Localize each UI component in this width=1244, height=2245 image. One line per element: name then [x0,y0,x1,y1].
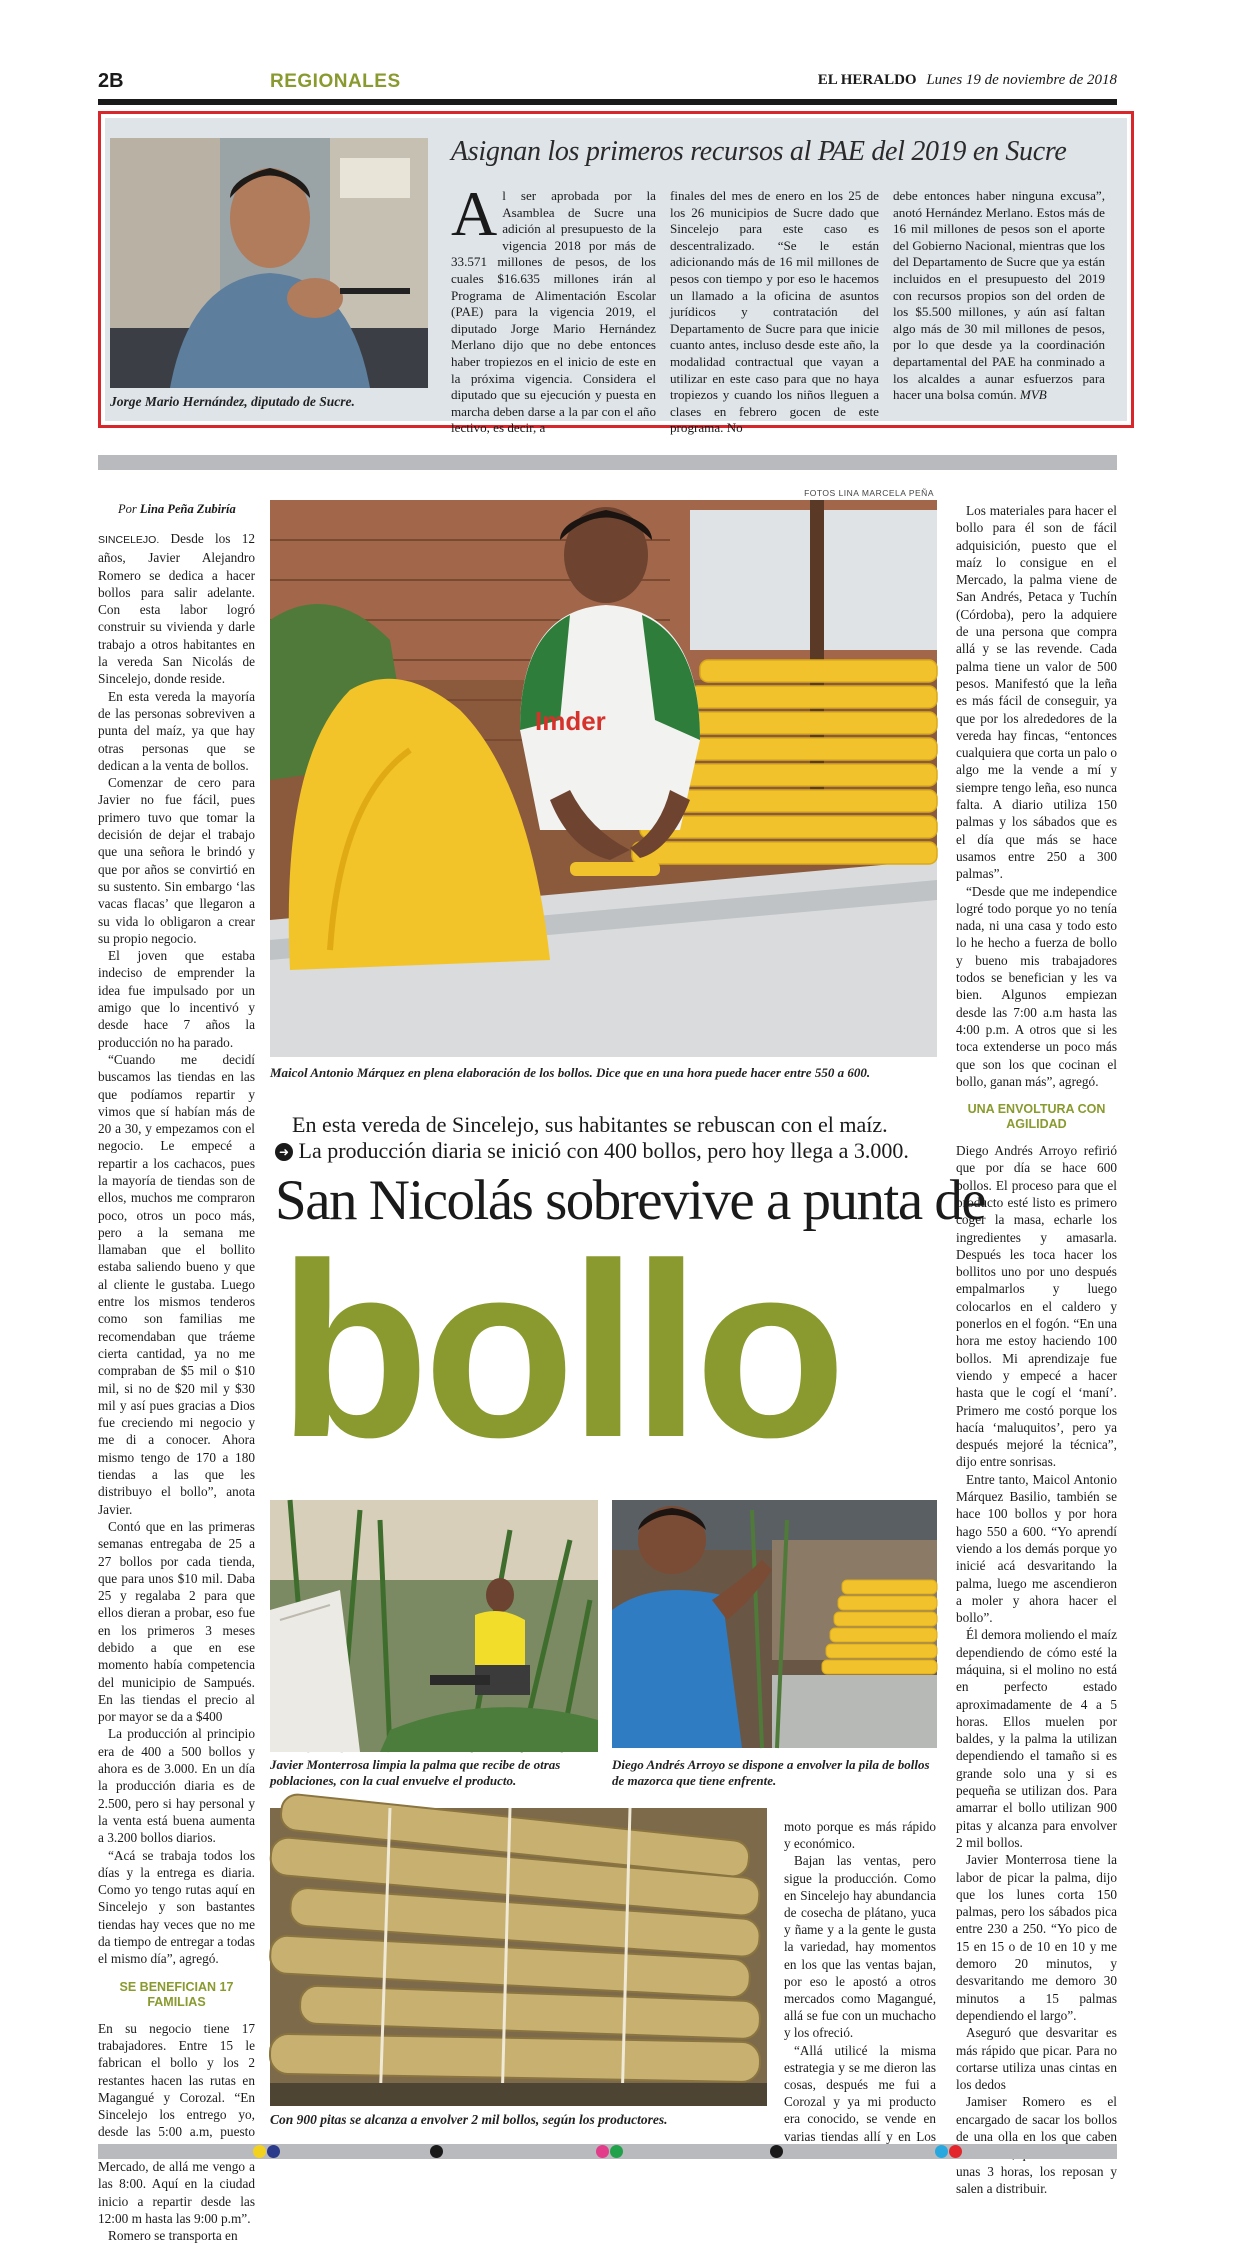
registration-dot [949,2145,962,2158]
byline-prefix: Por [118,502,137,516]
palm-photo [270,1500,598,1752]
paragraph: moto porque es más rápido y económico. [784,1819,936,1852]
diego-photo [612,1500,937,1748]
paragraph: En su negocio tiene 17 trabajadores. Entre 15 le fabrican el bollo y los 2 restantes hacen las rutas en Magangué y Corozal. “En Sincelejo los entrego yo, desde las 5:00 a.m, puesto Mercado, de allá me vengo a las 8:00. Aquí en la ciudad inicio a repartir desde las 12:00 m hasta las 9:00 p.m”. [98,2020,255,2226]
masthead [818,72,1117,89]
registration-dot [610,2145,623,2158]
deck-line-1: En esta vereda de Sincelejo, sus habitantes se rebuscan con el maíz. [292,1112,888,1137]
section-name: REGIONALES [270,71,401,92]
brief-photo-caption: Jorge Mario Hernández, diputado de Sucre. [110,394,355,409]
brief-text-3: debe entonces haber ninguna excusa”, anotó Hernández Merlano. Estos más de 16 mil millones de pesos son el aporte del Gobierno Nacional, mientras que los del Departamento de Sucre que ya están incluidos en el presupuesto del 2019 con recursos propios son del orden de los $5.500 millones, y aún así faltan algo más de 30 mil millones de pesos, por lo que desde ya la coordinación departamental del PAE ha conminado a los alcaldes a aunar esfuerzos para hacer una bolsa común. [893,188,1105,403]
paragraph: Bajan las ventas, pero sigue la producción. Como en Sincelejo hay abundancia de cosecha de plátano, yuca y ñame y a la gente le gusta la variedad, hay momentos en los que las ventas bajan, por eso le apostó a otros mercados como Magangué, allá se fue con un muchacho y los ofreció. [784,1853,936,2041]
bollos-photo-caption: Con 900 pitas se alcanza a envolver 2 mil bollos, según los productores. [270,2112,668,2127]
paragraph: Javier Monterrosa tiene la labor de picar la palma, dijo que los lunes corta 150 palmas, pero los sábados pica entre 230 a 250. “Yo pico de 15 en 15 o de 10 en 10 y me demoro 20 minutos, y desvaritando me demoro 30 minutos a 15 palmas dependiendo el largo”. [956,1852,1117,2023]
issue-date: Lunes 19 de noviembre de 2018 [926,72,1117,88]
paragraph [98,530,255,688]
article-column-left [98,530,255,2244]
paragraph: El joven que estaba indeciso de emprender la idea fue impulsado por un amigo que lo incentivó y desde hace 7 años la producción no ha parado. [98,948,255,1050]
deck-line-2 [275,1138,909,1164]
registration-dot [935,2145,948,2158]
registration-dot [430,2145,443,2158]
paragraph: Jamiser Romero es el encargado de sacar los bollos de una olla en los que caben unas 3 horas, los reposan y salen a distribuir. [956,2094,1117,2196]
arrow-bullet-icon: ➜ [275,1143,293,1161]
article-column-right [956,502,1117,2196]
diego-photo-caption: Diego Andrés Arroyo se dispone a envolver la pila de bollos de mazorca que tiene enfrente. [612,1757,930,1788]
apron-text: Imder [535,706,606,736]
paragraph: “Cuando me decidí buscamos las tiendas en las que podíamos repartir y vimos que sí habían más de 20 a 30, y empezamos con el negocio. Le empecé a repartir a los cachacos, pues la mayoría de tiendas son de ellos, muchos me compraron poco, otros un poco más, pero a la semana me llamaban que el bollito estaba saliendo bueno y que al cliente le gustaba. Luego entre los mismos tenderos como son familias me recomendaban que tráeme cierta cantidad, ya no me compraban de $5 mil o $10 mil, si no de $20 mil y $30 mil y así pues gracias a Dios fue creciendo mi negocio y me di a conocer. Ahora mismo tengo de 170 a 180 tiendas a las que les distribuyo el bollo”, anota Javier. [98,1051,255,1517]
main-photo-caption: Maicol Antonio Márquez en plena elaboración de los bollos. Dice que en una hora puede hacer entre 550 a 600. [270,1065,871,1080]
headline-big-word: bollo [278,1211,841,1489]
brief-photo [110,138,428,388]
paragraph: Entre tanto, Maicol Antonio Márquez Basilio, también se hace 100 bollos y por hora hago 550 a 600. “Yo aprendí viendo a los demás porque yo inicié acá desvaritando la palma, luego me ascendieron a moler y ahora hacer el bollo”. [956,1471,1117,1626]
brief-column-2 [670,188,879,437]
header-rule [98,99,1117,105]
dateline: SINCELEJO. [98,534,160,546]
brief-text-2: finales del mes de enero en los 25 de los 26 municipios de Sucre dado que Sincelejo para este caso es descentralizado. “Se le están adicionando más de 16 mil millones de pesos con tiempo y por eso le hacemos un llamado a la oficina de asuntos jurídicos y contratación del Departamento de Sucre para que inicie cuanto antes, incluso desde este año, la modalidad contractual que vayan a utilizar en este caso para que no haya tropiezos y cuando los niños lleguen a clases en febrero gocen de este programa. No [670,188,879,436]
main-photo [270,500,937,1057]
registration-dot [596,2145,609,2158]
paragraph: Romero se transporta en [108,2228,238,2244]
headline: San Nicolás sobrevive a punta de [275,1169,986,1232]
photo-credit: FOTOS LINA MARCELA PEÑA [804,488,934,498]
paragraph: Él demora moliendo el maíz dependiendo de cómo esté la máquina, si el molino no está en perfecto estado aproximadamente de 4 a 5 horas. Ellos muelen por baldes, y la palma la utilizan dependiendo el tamaño si es grande solo una y si es pequeña se utilizan dos. Para amarrar el bollo utilizan 900 pitas y alcanza para envolver 2 mil bollos. [956,1627,1117,1850]
paragraph: “Desde que me independice logré todo porque yo no tenía nada, ni una casa y todo esto lo he hecho a fuerza de bollo y bueno mis trabajadores todos se benefician y les va bien. Algunos empiezan desde las 7:00 a.m hasta las 4:00 p.m. A otros que si les toca extenderse un poco más que son los que cocinan el bollo, ganan más”, agregó. [956,883,1117,1089]
section-divider [98,455,1117,470]
paragraph: La producción al principio era de 400 a 500 bollos y ahora es de 3.000. En un día la producción diaria es de 2.500, pero si hay personal y la venta está buena aumenta a 3.200 bollos diarios. [98,1726,255,1846]
bollos-photo [270,1808,767,2106]
brief-column-1 [451,178,656,437]
paragraph: Comenzar de cero para Javier no fue fácil, pues primero tuvo que tomar la decisión de dejar el trabajo que una señora le brindó y que por años se convirtió en su sustento. Sin embargo ‘las vacas flacas’ que llegaron a su vida lo obligaron a crear su propio negocio. [98,775,255,946]
brief-title: Asignan los primeros recursos al PAE del 2019 en Sucre [451,136,1067,167]
paragraph: “Acá se trabaja todos los días y la entrega es diaria. Como yo tengo rutas aquí en Sincelejo y son bastantes tiendas hay veces que no me da tiempo de entregar a todas el mismo día”, agregó. [98,1847,255,1967]
paragraph: Los materiales para hacer el bollo para él son de fácil adquisición, puesto que el maíz lo consigue en el Mercado, la palma viene de San Andrés, Petaca y Tuchín (Córdoba), pero la adquiere de una persona que compra allá y se las revende. Cada palma tiene un valor de 500 pesos. Manifestó que la leña es más fácil de conseguir, ya que por los alrededores de la vereda hay fincas, “entonces cualquiera que corta un palo o algo me la vende a mí y siempre tengo leña, eso nunca falta. A diario utiliza 150 palmas y los sábados que es el día que más se hace usamos entre 250 a 300 palmas”. [956,503,1117,882]
brief-signature: MVB [1019,387,1047,403]
byline-name: Lina Peña Zubiría [139,502,236,516]
registration-dot [267,2145,280,2158]
paragraph: Diego Andrés Arroyo refirió que por día se hace 600 bollos. El proceso para que el producto esté listo es primero coger la masa, echarle los ingredientes y amasarla. Después les toca hacer los bollitos uno por uno después empalmarlos y luego colocarlos en el caldero y ponerlos en el fogón. “En una hora me estoy haciendo 100 bollos. Mi aprendizaje fue viendo y empecé a hacer hasta que le cogí el ‘maní’. Primero me costó porque los hacía ‘maluquitos’, pero ya después mejoré la técnica”, dijo entre sonrisas. [956,1143,1117,1470]
byline [118,502,236,517]
paper-name: EL HERALDO [817,72,917,88]
brief-column-3 [893,188,1105,404]
deck-line-2-text: La producción diaria se inició con 400 bollos, pero hoy llega a 3.000. [298,1138,909,1163]
paragraph-text: Desde los 12 años, Javier Alejandro Romero se dedica a hacer bollos para salir adelante. Con esta labor logró construir su vivienda y darle trabajo a otros habitantes en la vereda San Nicolás de Sincelejo, donde reside. [98,531,255,687]
registration-dot [253,2145,266,2158]
subhead-families: SE BENEFICIAN 17 FAMILIAS [119,1979,234,2009]
palm-photo-caption: Javier Monterrosa limpia la palma que recibe de otras poblaciones, con la cual envuelve el producto. [270,1757,561,1788]
paragraph: En esta vereda la mayoría de las personas sobreviven a punta del maíz, ya que hay otras personas que se dedican a la venta de bollos. [98,688,255,773]
paragraph: “Allá utilicé la misma estrategia y se me dieron las cosas, después me fui a Corozal y ya mi producto era conocido, se vende en varias tiendas allí y en Los [784,2042,936,2144]
brief-text-1: l ser aprobada por la Asamblea de Sucre una adición al presupuesto de la vigencia 2018 por más de 33.571 millones de pesos, de los cuales $16.635 millones irán al Programa de Alimentación Escolar (PAE) para la vigencia 2019, el diputado Jorge Mario Hernández Merlano dijo que no debe entonces haber tropiezos en el inicio de este en la próxima vigencia. Considera el diputado que su ejecución y puesta en marcha deben darse a la par con el año lectivo, es decir, a [451,188,656,436]
registration-dot [770,2145,783,2158]
paragraph: Aseguró que desvaritar es más rápido que picar. Para no cortarse utiliza unas cintas en los dedos [956,2025,1117,2093]
brief-dropcap: A [451,178,498,249]
article-column-mid [784,1818,936,2144]
page-number: 2B [98,70,124,92]
paragraph: Contó que en las primeras semanas entregaba de 25 a 27 bollos por cada tienda, que para unos $10 mil. Daba 25 y regalaba 2 para que ellos dieran a probar, eso fue en los primeros 3 meses debido a que en ese momento había competencia del municipio de Sampués. En las tiendas el precio al por mayor se da a $400 [98,1518,255,1725]
subhead-wrapping: UNA ENVOLTURA CON AGILIDAD [967,1102,1106,1132]
